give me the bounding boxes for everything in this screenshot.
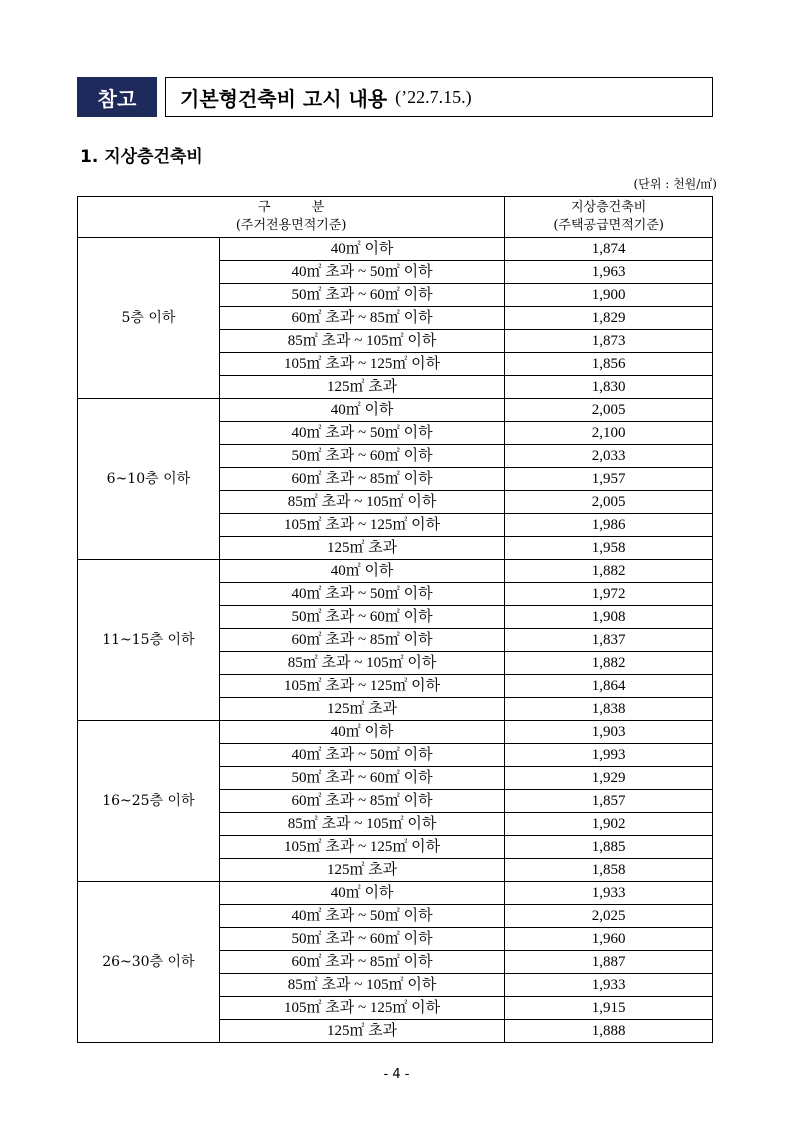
unit-label: (단위 : 천원/㎡)	[633, 177, 717, 191]
cost-value-cell: 1,882	[505, 652, 713, 675]
cost-value-cell: 1,958	[505, 537, 713, 560]
area-range-cell: 105㎡ 초과 ~ 125㎡ 이하	[219, 836, 505, 859]
floor-group-label: 6~10층 이하	[78, 399, 220, 560]
category-header-line2: (주거전용면적기준)	[235, 218, 347, 233]
area-range-cell: 125㎡ 초과	[219, 859, 505, 882]
cost-value-cell: 1,933	[505, 974, 713, 997]
cost-value-cell: 1,882	[505, 560, 713, 583]
section-title: 1. 지상층건축비	[80, 147, 203, 167]
cost-value-cell: 1,874	[505, 238, 713, 261]
area-range-cell: 40㎡ 초과 ~ 50㎡ 이하	[219, 422, 505, 445]
area-range-cell: 125㎡ 초과	[219, 376, 505, 399]
floor-group-label: 16~25층 이하	[78, 721, 220, 882]
cost-value-cell: 1,873	[505, 330, 713, 353]
area-range-cell: 85㎡ 초과 ~ 105㎡ 이하	[219, 330, 505, 353]
area-range-cell: 40㎡ 초과 ~ 50㎡ 이하	[219, 583, 505, 606]
header-date: (’22.7.15.)	[395, 86, 472, 107]
table-row	[78, 399, 713, 422]
cost-value-cell: 1,857	[505, 790, 713, 813]
area-range-cell: 85㎡ 초과 ~ 105㎡ 이하	[219, 813, 505, 836]
area-range-cell: 40㎡ 초과 ~ 50㎡ 이하	[219, 744, 505, 767]
header-title: 기본형건축비 고시 내용	[180, 86, 388, 111]
cost-value-cell: 1,963	[505, 261, 713, 284]
area-range-cell: 40㎡ 초과 ~ 50㎡ 이하	[219, 905, 505, 928]
area-range-cell: 60㎡ 초과 ~ 85㎡ 이하	[219, 468, 505, 491]
cost-header-line2: (주택공급면적기준)	[553, 218, 664, 233]
cost-header	[505, 197, 713, 238]
area-range-cell: 40㎡ 초과 ~ 50㎡ 이하	[219, 261, 505, 284]
cost-value-cell: 1,856	[505, 353, 713, 376]
table-row	[78, 238, 713, 261]
cost-value-cell: 1,888	[505, 1020, 713, 1043]
area-range-cell: 50㎡ 초과 ~ 60㎡ 이하	[219, 606, 505, 629]
cost-value-cell: 2,005	[505, 491, 713, 514]
cost-value-cell: 1,838	[505, 698, 713, 721]
cost-value-cell: 2,033	[505, 445, 713, 468]
cost-value-cell: 1,830	[505, 376, 713, 399]
cost-value-cell: 2,100	[505, 422, 713, 445]
floor-group-label: 26~30층 이하	[78, 882, 220, 1043]
floor-group-label: 5층 이하	[78, 238, 220, 399]
area-range-cell: 105㎡ 초과 ~ 125㎡ 이하	[219, 997, 505, 1020]
table-row	[78, 882, 713, 905]
cost-value-cell: 1,864	[505, 675, 713, 698]
category-header-line1: 구 분	[257, 200, 325, 215]
area-range-cell: 40㎡ 이하	[219, 238, 505, 261]
area-range-cell: 105㎡ 초과 ~ 125㎡ 이하	[219, 514, 505, 537]
cost-value-cell: 1,986	[505, 514, 713, 537]
cost-value-cell: 1,960	[505, 928, 713, 951]
page-number: - 4 -	[383, 1067, 410, 1082]
area-range-cell: 125㎡ 초과	[219, 537, 505, 560]
area-range-cell: 40㎡ 이하	[219, 399, 505, 422]
area-range-cell: 85㎡ 초과 ~ 105㎡ 이하	[219, 652, 505, 675]
area-range-cell: 40㎡ 이하	[219, 560, 505, 583]
cost-value-cell: 1,902	[505, 813, 713, 836]
table-row	[78, 721, 713, 744]
floor-group-label: 11~15층 이하	[78, 560, 220, 721]
cost-value-cell: 1,858	[505, 859, 713, 882]
header-title-box	[165, 77, 713, 117]
area-range-cell: 40㎡ 이하	[219, 882, 505, 905]
cost-value-cell: 1,829	[505, 307, 713, 330]
cost-value-cell: 1,929	[505, 767, 713, 790]
cost-value-cell: 1,972	[505, 583, 713, 606]
table-header-row	[78, 197, 713, 238]
notice-header	[77, 77, 713, 117]
cost-value-cell: 2,025	[505, 905, 713, 928]
area-range-cell: 50㎡ 초과 ~ 60㎡ 이하	[219, 284, 505, 307]
area-range-cell: 125㎡ 초과	[219, 1020, 505, 1043]
area-range-cell: 60㎡ 초과 ~ 85㎡ 이하	[219, 951, 505, 974]
area-range-cell: 40㎡ 이하	[219, 721, 505, 744]
table-body	[78, 238, 713, 1043]
construction-cost-table	[77, 196, 713, 1043]
area-range-cell: 50㎡ 초과 ~ 60㎡ 이하	[219, 767, 505, 790]
area-range-cell: 85㎡ 초과 ~ 105㎡ 이하	[219, 974, 505, 997]
cost-value-cell: 1,837	[505, 629, 713, 652]
reference-badge: 참고	[77, 77, 157, 117]
area-range-cell: 60㎡ 초과 ~ 85㎡ 이하	[219, 629, 505, 652]
area-range-cell: 105㎡ 초과 ~ 125㎡ 이하	[219, 675, 505, 698]
cost-value-cell: 1,900	[505, 284, 713, 307]
table-row	[78, 560, 713, 583]
area-range-cell: 60㎡ 초과 ~ 85㎡ 이하	[219, 790, 505, 813]
cost-value-cell: 1,993	[505, 744, 713, 767]
cost-value-cell: 1,933	[505, 882, 713, 905]
cost-value-cell: 2,005	[505, 399, 713, 422]
cost-value-cell: 1,903	[505, 721, 713, 744]
cost-value-cell: 1,887	[505, 951, 713, 974]
area-range-cell: 50㎡ 초과 ~ 60㎡ 이하	[219, 928, 505, 951]
category-header	[78, 197, 505, 238]
cost-header-line1: 지상층건축비	[570, 200, 647, 215]
area-range-cell: 125㎡ 초과	[219, 698, 505, 721]
cost-value-cell: 1,915	[505, 997, 713, 1020]
area-range-cell: 50㎡ 초과 ~ 60㎡ 이하	[219, 445, 505, 468]
cost-value-cell: 1,908	[505, 606, 713, 629]
area-range-cell: 60㎡ 초과 ~ 85㎡ 이하	[219, 307, 505, 330]
cost-value-cell: 1,957	[505, 468, 713, 491]
area-range-cell: 85㎡ 초과 ~ 105㎡ 이하	[219, 491, 505, 514]
area-range-cell: 105㎡ 초과 ~ 125㎡ 이하	[219, 353, 505, 376]
cost-value-cell: 1,885	[505, 836, 713, 859]
